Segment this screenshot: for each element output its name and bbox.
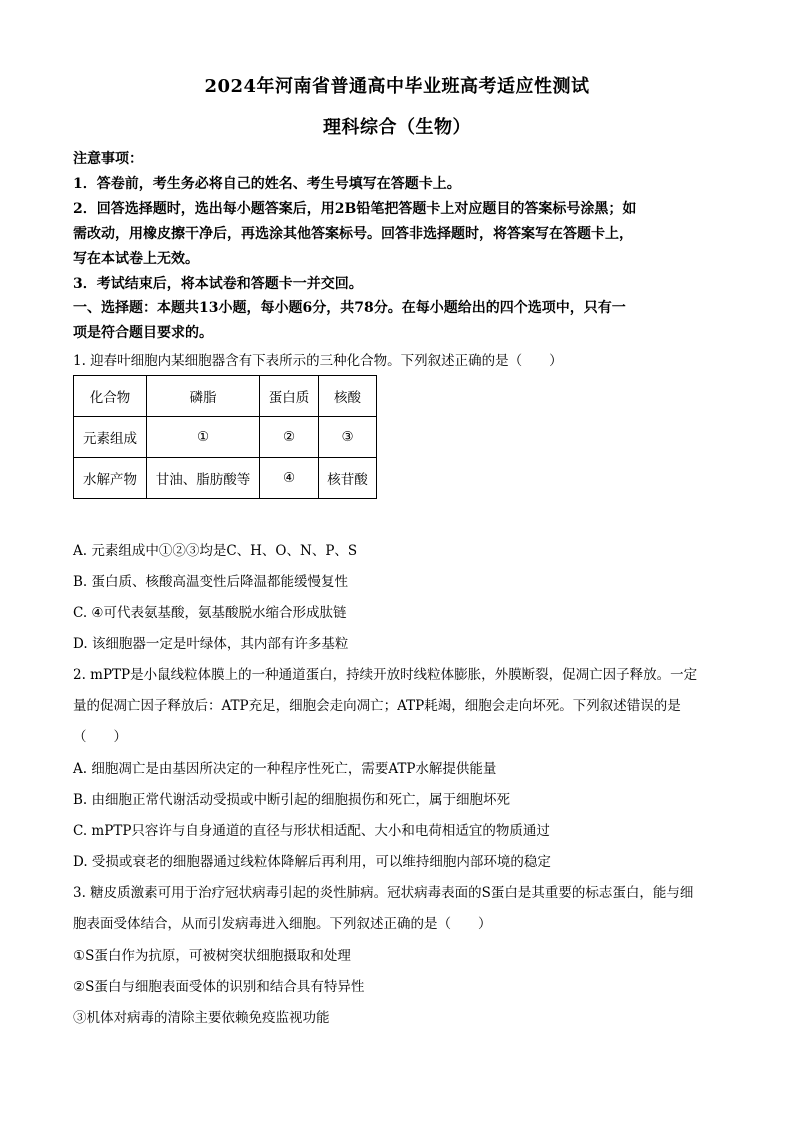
notice-item: 2．回答选择题时，选出每小题答案后，用2B铅笔把答题卡上对应题目的答案标号涂黑；如 [73,201,637,217]
question-3-stem-cont: 胞表面受体结合，从而引发病毒进入细胞。下列叙述正确的是（ ） [73,916,492,932]
table-cell: 核酸 [319,376,377,417]
table-cell: ③ [319,417,377,458]
question-1-stem: 1. 迎春叶细胞内某细胞器含有下表所示的三种化合物。下列叙述正确的是（ ） [73,353,563,369]
table-cell: ② [260,417,319,458]
notice-item: 写在本试卷上无效。 [73,251,199,267]
table-row [74,458,377,499]
question-3-stem: 3. 糖皮质激素可用于治疗冠状病毒引起的炎性肺病。冠状病毒表面的S蛋白是其重要的标志蛋白，能与细 [73,885,694,901]
question-2-option-d: D. 受损或衰老的细胞器通过线粒体降解后再利用，可以维持细胞内部环境的稳定 [73,854,551,870]
table-cell: 核苷酸 [319,458,377,499]
question-2-option-a: A. 细胞凋亡是由基因所决定的一种程序性死亡，需要ATP水解提供能量 [73,761,497,777]
exam-title: 2024年河南省普通高中毕业班高考适应性测试 [204,76,590,97]
table-cell: 蛋白质 [260,376,319,417]
question-3-statement: ②S蛋白与细胞表面受体的识别和结合具有特异性 [73,979,365,995]
question-2-option-c: C. mPTP只容许与自身通道的直径与形状相适配、大小和电荷相适宜的物质通过 [73,823,550,839]
question-1-option-c: C. ④可代表氨基酸，氨基酸脱水缩合形成肽链 [73,605,347,621]
compound-table [73,375,377,499]
question-1-option-b: B. 蛋白质、核酸高温变性后降温都能缓慢复性 [73,574,349,590]
question-1-option-a: A. 元素组成中①②③均是C、H、O、N、P、S [73,543,358,559]
table-cell: 化合物 [74,376,147,417]
table-cell: ① [147,417,260,458]
question-3-statement: ①S蛋白作为抗原，可被树突状细胞摄取和处理 [73,948,351,964]
table-cell: ④ [260,458,319,499]
question-2-stem-cont: 量的促凋亡因子释放后：ATP充足，细胞会走向凋亡；ATP耗竭，细胞会走向坏死。下列叙述错误的是 [73,698,681,714]
section-heading: 一、选择题：本题共13小题，每小题6分，共78分。在每小题给出的四个选项中，只有一 [73,300,626,316]
table-cell: 磷脂 [147,376,260,417]
question-3-statement: ③机体对病毒的清除主要依赖免疫监视功能 [73,1010,330,1026]
question-1-option-d: D. 该细胞器一定是叶绿体，其内部有许多基粒 [73,636,349,652]
notice-item: 1．答卷前，考生务必将自己的姓名、考生号填写在答题卡上。 [73,176,461,192]
question-2-stem: 2. mPTP是小鼠线粒体膜上的一种通道蛋白，持续开放时线粒体膨胀，外膜断裂，促凋亡因子释放。一定 [73,667,698,683]
table-cell: 水解产物 [74,458,147,499]
question-2-stem-cont: （ ） [73,729,127,745]
notice-item: 3．考试结束后，将本试卷和答题卡一并交回。 [73,276,363,292]
table-row [74,417,377,458]
section-heading-cont: 项是符合题目要求的。 [73,325,213,341]
exam-subtitle: 理科综合（生物） [323,117,471,138]
question-2-option-b: B. 由细胞正常代谢活动受损或中断引起的细胞损伤和死亡，属于细胞坏死 [73,792,511,808]
table-cell: 元素组成 [74,417,147,458]
notice-heading: 注意事项： [73,151,143,167]
table-cell: 甘油、脂肪酸等 [147,458,260,499]
table-row [74,376,377,417]
notice-item: 需改动，用橡皮擦干净后，再选涂其他答案标号。回答非选择题时，将答案写在答题卡上， [73,226,633,242]
